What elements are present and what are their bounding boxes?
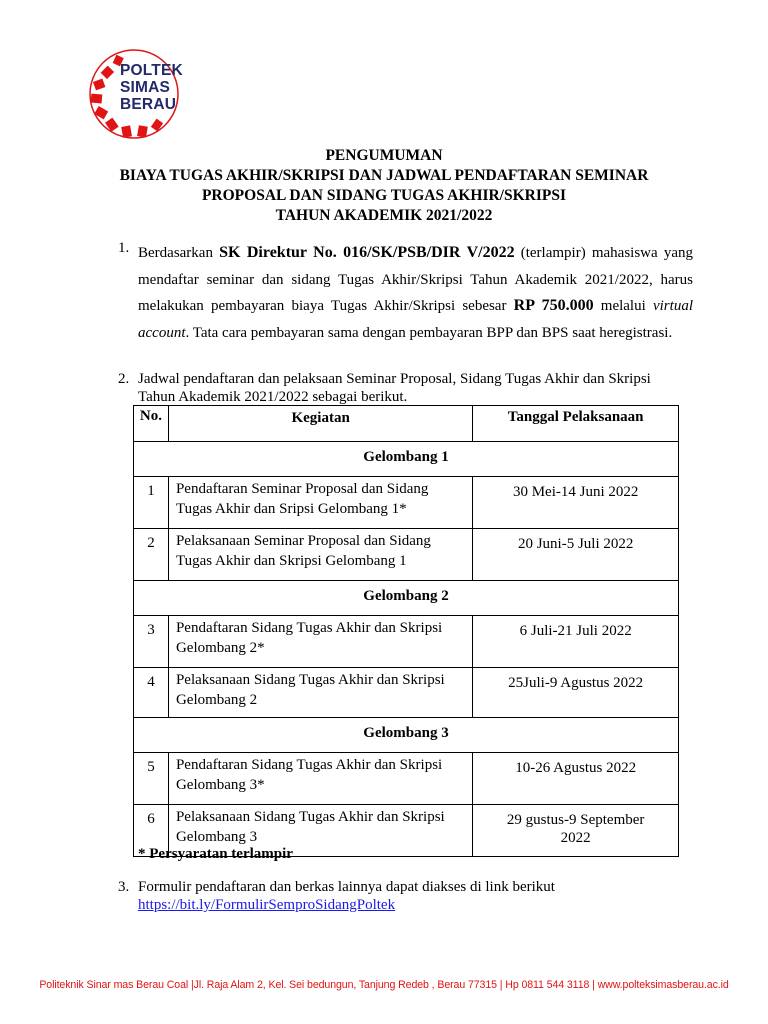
- paragraph-line: [138, 320, 693, 347]
- paragraph-line: Tahun Akademik 2021/2022 sebagai berikut.: [138, 389, 408, 405]
- row-kegiatan: [168, 529, 472, 581]
- kegiatan-line: Tugas Akhir dan Sripsi Gelombang 1*: [175, 501, 407, 517]
- table-row: [134, 753, 679, 805]
- footer-address: Politeknik Sinar mas Berau Coal |Jl. Raja Alam 2, Kel. Sei bedungun, Tanjung Redeb , Berau 77315 | Hp 0811 544 3118 | www.polteksimasberau.ac.id: [39, 979, 729, 991]
- row-tanggal: [473, 668, 679, 718]
- tanggal-line: 29 gustus-9 September: [506, 812, 645, 828]
- row-number: 6: [134, 805, 169, 857]
- table-row: [134, 616, 679, 668]
- row-tanggal: [473, 753, 679, 805]
- list-number: 1.: [118, 240, 130, 256]
- text-segment: melakukan pembayaran biaya Tugas Akhir/Skripsi sebesar: [138, 298, 514, 315]
- paragraph-line: [138, 293, 693, 320]
- group-row: [134, 581, 679, 616]
- kegiatan-line: Pendaftaran Seminar Proposal dan Sidang: [175, 481, 429, 497]
- kegiatan-line: Gelombang 3: [175, 829, 258, 845]
- header-no: No.: [134, 406, 169, 442]
- text-segment: (terlampir) mahasiswa yang: [514, 245, 693, 261]
- kegiatan-line: Tugas Akhir dan Skripsi Gelombang 1: [175, 553, 407, 569]
- group-label: Gelombang 2: [134, 581, 679, 616]
- logo-wordmark: [120, 62, 183, 113]
- paragraph-line: [138, 240, 693, 267]
- kegiatan-line: Pendaftaran Sidang Tugas Akhir dan Skripsi: [175, 620, 443, 636]
- paragraph-line: mendaftar seminar dan sidang Tugas Akhir/Skripsi Tahun Akademik 2021/2022, harus: [138, 271, 693, 288]
- text-segment: Berdasarkan: [138, 245, 220, 261]
- table-row: [134, 529, 679, 581]
- paragraph-line: Jadwal pendaftaran dan pelaksaan Seminar Proposal, Sidang Tugas Akhir dan Skripsi: [138, 371, 651, 387]
- kegiatan-line: Gelombang 2: [175, 692, 258, 708]
- logo-line-1: POLTEK: [120, 62, 183, 79]
- text-segment: . Tata cara pembayaran sama dengan pembayaran BPP dan BPS saat heregistrasi.: [185, 325, 673, 342]
- title-line-3: PROPOSAL DAN SIDANG TUGAS AKHIR/SKRIPSI: [201, 187, 567, 204]
- kegiatan-line: Pelaksanaan Seminar Proposal dan Sidang: [175, 533, 431, 549]
- announcement-title: [0, 146, 768, 226]
- institution-logo: [84, 44, 202, 144]
- schedule-table: [133, 405, 679, 857]
- table-row: [134, 477, 679, 529]
- title-line-2: BIAYA TUGAS AKHIR/SKRIPSI DAN JADWAL PENDAFTARAN SEMINAR: [119, 167, 649, 184]
- header-kegiatan: Kegiatan: [168, 406, 472, 442]
- title-line-4: TAHUN AKADEMIK 2021/2022: [275, 207, 493, 224]
- row-number: 5: [134, 753, 169, 805]
- fee-amount: RP 750.000: [513, 297, 594, 315]
- header-tanggal: Tanggal Pelaksanaan: [473, 406, 679, 442]
- row-tanggal: [473, 529, 679, 581]
- decree-number: SK Direktur No. 016/SK/PSB/DIR V/2022: [219, 244, 515, 261]
- group-row: [134, 442, 679, 477]
- row-number: 4: [134, 668, 169, 718]
- paragraph-line: Formulir pendaftaran dan berkas lainnya dapat diakses di link berikut: [138, 879, 555, 895]
- row-number: 3: [134, 616, 169, 668]
- kegiatan-line: Gelombang 2*: [175, 640, 265, 656]
- form-link[interactable]: https://bit.ly/FormulirSemproSidangPoltek: [138, 897, 396, 913]
- group-label: Gelombang 3: [134, 718, 679, 753]
- tanggal-line: 20 Juni-5 Juli 2022: [517, 536, 634, 552]
- list-number: 3.: [118, 879, 130, 895]
- row-tanggal: [473, 616, 679, 668]
- group-row: [134, 718, 679, 753]
- table-row: [134, 668, 679, 718]
- tanggal-line: 6 Juli-21 Juli 2022: [519, 623, 632, 639]
- kegiatan-line: Pendaftaran Sidang Tugas Akhir dan Skripsi: [175, 757, 443, 773]
- tanggal-line: 30 Mei-14 Juni 2022: [512, 484, 639, 500]
- group-label: Gelombang 1: [134, 442, 679, 477]
- logo-line-3: BERAU: [120, 96, 177, 113]
- list-item-body: [138, 240, 693, 347]
- row-number: 1: [134, 477, 169, 529]
- row-tanggal: [473, 805, 679, 857]
- list-item-body: [138, 878, 698, 914]
- kegiatan-line: Gelombang 3*: [175, 777, 265, 793]
- list-item-body: [138, 370, 693, 406]
- row-kegiatan: [168, 668, 472, 718]
- kegiatan-line: Pelaksanaan Sidang Tugas Akhir dan Skripsi: [175, 672, 445, 688]
- logo-line-2: SIMAS: [120, 79, 171, 96]
- requirements-note: * Persyaratan terlampir: [138, 846, 293, 862]
- row-tanggal: [473, 477, 679, 529]
- list-number: 2.: [118, 371, 130, 387]
- table-header-row: [134, 406, 679, 442]
- italic-term: virtual: [652, 298, 693, 315]
- row-number: 2: [134, 529, 169, 581]
- text-segment: melalui: [593, 298, 653, 315]
- row-kegiatan: [168, 753, 472, 805]
- tanggal-line: 25Juli-9 Agustus 2022: [508, 675, 644, 691]
- row-kegiatan: [168, 616, 472, 668]
- row-kegiatan: [168, 477, 472, 529]
- title-line-1: PENGUMUMAN: [325, 147, 443, 164]
- tanggal-line: 10-26 Agustus 2022: [515, 760, 637, 776]
- tanggal-line: 2022: [560, 830, 591, 846]
- kegiatan-line: Pelaksanaan Sidang Tugas Akhir dan Skripsi: [175, 809, 445, 825]
- italic-term: account: [138, 325, 186, 342]
